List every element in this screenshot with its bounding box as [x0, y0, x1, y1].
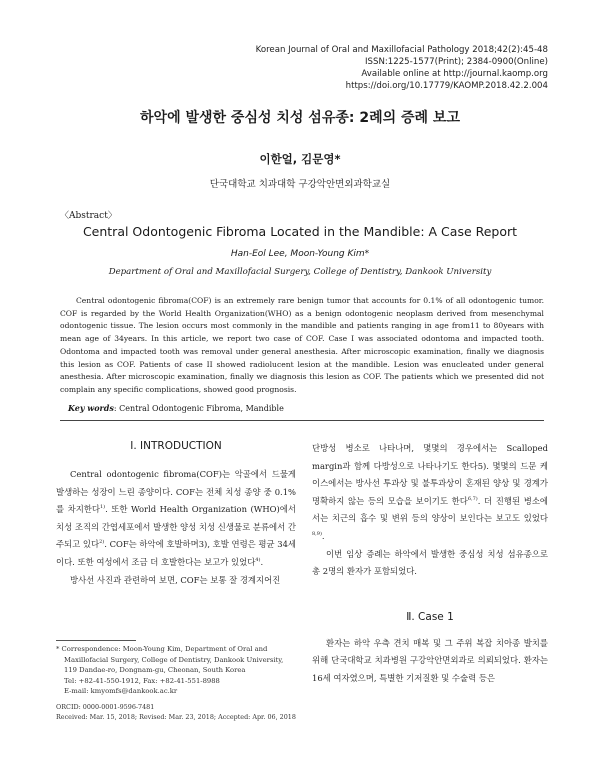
footnote-line-2: Maxillofacial Surgery, College of Dentistry, Dankook University,: [64, 655, 284, 664]
correspondence-footnote: [56, 644, 296, 697]
left-column: [56, 440, 296, 589]
journal-header: [256, 44, 548, 92]
orcid: ORCID: 0000-0001-9596-7481: [56, 703, 155, 711]
footnote-divider: [56, 640, 136, 641]
keywords-divider: [60, 420, 544, 421]
section-heading-introduction: Ⅰ. INTRODUCTION: [130, 440, 222, 452]
right-paragraph-1: [312, 440, 548, 546]
section-heading-case1: Ⅱ. Case 1: [406, 610, 454, 623]
english-title: Central Odontogenic Fibroma Located in the Mandible: A Case Report: [82, 224, 518, 239]
right-text-2: . 더 진행된 병소에서는 치근의 흡수 및 변위 등의 양상이 보인다는 보고도 있었다: [312, 495, 548, 524]
citation-ref: 1): [99, 504, 106, 511]
journal-issn: ISSN:1225-1577(Print); 2384-0900(Online): [365, 57, 548, 67]
right-paragraph-2: 이번 임상 증례는 하악에서 발생한 중심성 치성 섬유종으로 총 2명의 환자가 포함되었다.: [312, 548, 548, 577]
right-text-3: .: [321, 530, 325, 541]
keywords-separator: :: [113, 404, 120, 413]
keywords-value: Central Odontogenic Fibroma, Mandible: [119, 404, 284, 413]
footnote-line-1: * Correspondence: Moon-Young Kim, Department of Oral and: [56, 645, 268, 653]
article-dates: [56, 702, 296, 722]
introduction-body: [56, 466, 296, 589]
journal-doi[interactable]: https://doi.org/10.17779/KAOMP.2018.42.2.004: [345, 81, 548, 91]
footnote-email[interactable]: E-mail: kmyomfs@dankook.ac.kr: [64, 687, 178, 695]
intro-text-4: .: [260, 556, 264, 567]
abstract-text: Central odontogenic fibroma(COF) is an extremely rare benign tumor that accounts for 0.1% of all odontogenic tumor. COF is regarded by the World Health Organization(WHO) as a benign odontogenic neoplasm derived from mesenchymal odontogenic tissue. The lesion occurs most commonly in the mandible and patients ranging in age from11 to 80years with mean age of 34years. In this article, we report two case of COF. Case I was associated odontoma and impacted tooth. Odontoma and impacted tooth was removal under general anesthesia. After microscopic examination, finally we diagnosis this lesion as COF. Patients of case II showed radiolucent lesion at the mandible. Lesion was enucleated under general anesthesia. After microscopic examination, finally we diagnosis this lesion as COF. The patients which we presented did not complain any specific complications, showed good prognosis.: [60, 296, 544, 394]
intro-text-3: . COF는 하악에 호발하며3), 호발 연령은 평균 34세이다. 또한 여성에서 조금 더 호발한다는 보고가 있었다: [56, 539, 297, 567]
korean-affiliation: 단국대학교 치과대학 구강악안면외과학교실: [209, 179, 391, 190]
intro-text-1: Central odontogenic fibroma(COF)는 악골에서 드물게 발생하는 성장이 느린 종양이다. COF는 전체 치성 종양 중 0.1%를 차지한다: [56, 469, 296, 515]
intro-paragraph-2: 방사선 사진과 관련하여 보면, COF는 보통 잘 경계지어진: [70, 574, 281, 585]
keywords: [68, 403, 284, 413]
english-authors: Han-Eol Lee, Moon-Young Kim*: [230, 249, 370, 259]
intro-text-2: . 또한 World Health Organization (WHO)에서 치성 조직의 간엽세포에서 발생한 양성 치성 신생물로 분류에서 간주되고 있다: [56, 504, 296, 550]
right-text-1: 단방성 병소로 나타나며, 몇몇의 경우에서는 Scalloped margin과 함께 다방성으로 나타나기도 한다5). 몇몇의 드문 케이스에서는 방사선 투과상 및 불투과상이 혼재된 양상 및 경계가 명확하지 않는 등의 모습을 보이기도 한다: [312, 443, 548, 506]
citation-ref: 4): [255, 557, 261, 564]
english-affiliation: Department of Oral and Maxillofacial Surgery, College of Dentistry, Dankook University: [108, 267, 492, 277]
abstract-body: [60, 295, 544, 397]
intro-paragraph-1: [56, 466, 296, 572]
journal-citation: Korean Journal of Oral and Maxillofacial Pathology 2018;42(2):45-48: [255, 45, 548, 55]
citation-ref: 6,7): [467, 495, 478, 502]
footnote-line-4: Tel: +82-41-550-1912, Fax: +82-41-551-8988: [64, 676, 220, 685]
right-column: [312, 440, 548, 688]
abstract-label: 〈Abstract〉: [60, 211, 117, 221]
footnote-line-3: 119 Dandae-ro, Dongnam-gu, Cheonan, South Korea: [64, 666, 246, 674]
right-column-body: [312, 440, 548, 581]
citation-ref: 8,9): [312, 531, 322, 538]
keywords-label: Key words: [68, 403, 114, 413]
received-dates: Received: Mar. 15, 2018; Revised: Mar. 23, 2018; Accepted: Apr. 06, 2018: [56, 713, 296, 721]
journal-url[interactable]: Available online at http://journal.kaomp.org: [361, 69, 548, 79]
case1-body: [312, 635, 548, 688]
citation-ref: 2): [99, 539, 105, 546]
case1-paragraph-1: 환자는 하악 우측 견치 매복 및 그 주위 복잡 치아종 발치를 위해 단국대학교 치과병원 구강악안면외과로 의뢰되었다. 환자는 16세 여자였으며, 특별한 기저질환 및 수술력 등은: [312, 637, 548, 683]
korean-authors: 이한얼, 김문영*: [259, 152, 341, 166]
korean-title: 하악에 발생한 중심성 치성 섬유종: 2례의 증례 보고: [140, 110, 460, 126]
